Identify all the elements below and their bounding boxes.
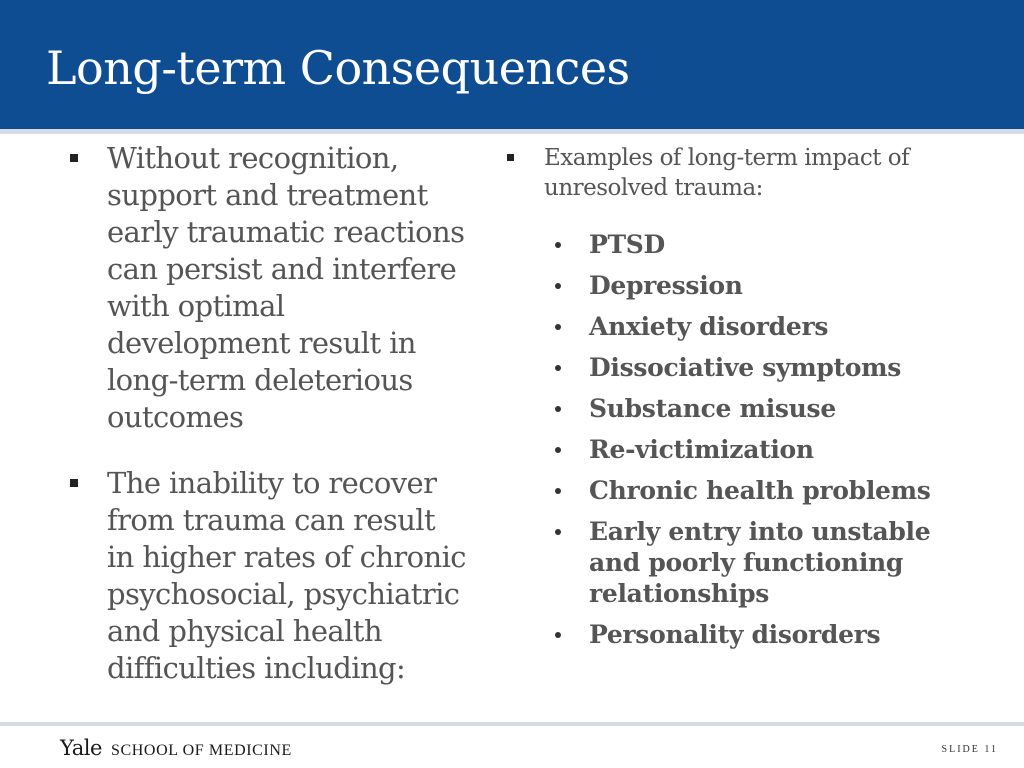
slide-title: Long-term Consequences [46,41,630,95]
example-text: Anxiety disorders [589,312,829,341]
example-text: Dissociative symptoms [589,353,902,382]
round-bullet-icon [555,529,561,535]
example-text: Re-victimization [589,435,814,464]
square-bullet-icon [70,154,78,162]
example-text: Chronic health problems [589,476,931,505]
logo-name: Yale [60,736,102,760]
square-bullet-icon [70,479,78,487]
list-item [555,516,947,609]
right-column [507,143,947,660]
square-bullet-icon [507,154,514,161]
list-item [555,311,947,342]
round-bullet-icon [555,632,561,638]
list-item [555,434,947,465]
left-bullet-item [70,140,470,436]
example-text: Early entry into unstable and poorly functioning relationships [589,517,931,608]
list-item [555,270,947,301]
list-item [555,619,947,650]
example-text: Depression [589,271,743,300]
title-divider [0,129,1024,134]
yale-school-of-medicine-logo [60,736,292,760]
round-bullet-icon [555,447,561,453]
left-bullet-text: Without recognition, support and treatment early traumatic reactions can persist and interfere with optimal development result in long-term deleterious outcomes [107,141,465,434]
left-bullet-item [70,465,470,687]
list-item [555,352,947,383]
round-bullet-icon [555,406,561,412]
round-bullet-icon [555,324,561,330]
round-bullet-icon [555,242,561,248]
title-bar [0,0,1024,129]
examples-list [507,229,947,650]
slide-number: SLIDE 11 [941,744,998,755]
round-bullet-icon [555,365,561,371]
left-bullet-text: The inability to recover from trauma can result in higher rates of chronic psychosocial, psychiatric and physical health difficulties including: [107,466,466,685]
right-bullet-item [507,143,947,203]
left-column [70,140,470,687]
example-text: Personality disorders [589,620,881,649]
round-bullet-icon [555,283,561,289]
list-item [555,475,947,506]
examples-intro: Examples of long-term impact of unresolved trauma: [544,145,910,201]
example-text: Substance misuse [589,394,836,423]
list-item [555,229,947,260]
footer-divider [0,722,1024,726]
round-bullet-icon [555,488,561,494]
example-text: PTSD [589,230,665,259]
logo-school: SCHOOL OF MEDICINE [111,742,292,759]
list-item [555,393,947,424]
